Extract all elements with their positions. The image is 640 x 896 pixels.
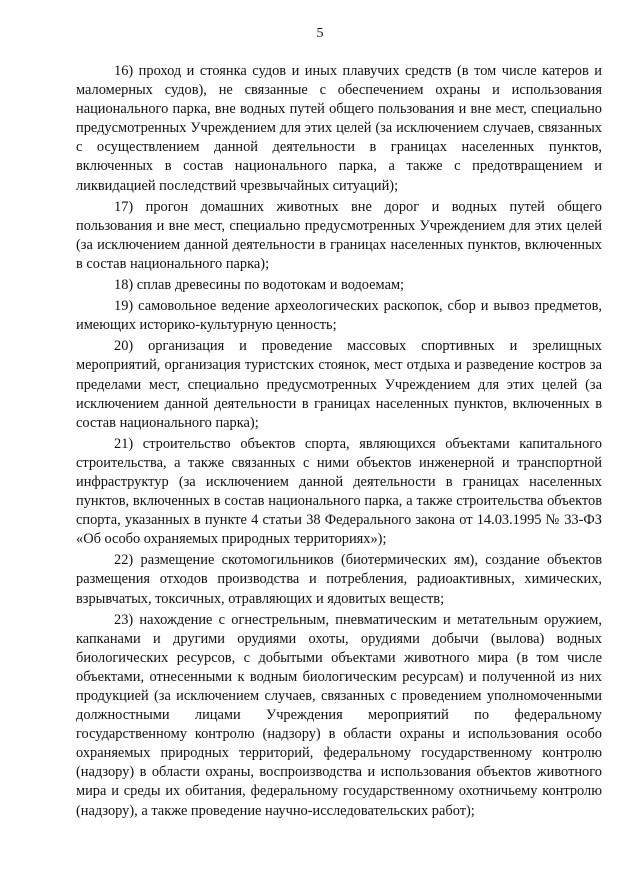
paragraph-item-16: 16) проход и стоянка судов и иных плавучих средств (в том числе катеров и маломерных судов), не связанные с обеспечением охраны и использования национального парка, вне водных путей общего пользования и вне мест, специально предусмотренных Учреждением для этих целей (за исключением случаев, связанных с осуществлением данной деятельности в границах населенных пунктов, включенных в состав национального парка, а также с предотвращением и ликвидацией последствий чрезвычайных ситуаций); <box>76 63 602 194</box>
paragraph-item-17: 17) прогон домашних животных вне дорог и водных путей общего пользования и вне мест, специально предусмотренных Учреждением для этих целей (за исключением данной деятельности в границах населенных пунктов, включенных в состав национального парка); <box>76 198 602 272</box>
document-body <box>76 62 602 821</box>
paragraph-item-18: 18) сплав древесины по водотокам и водоемам; <box>114 277 405 294</box>
page-number: 5 <box>316 26 324 41</box>
paragraph-item-23: 23) нахождение с огнестрельным, пневматическим и метательным оружием, капканами и другими орудиями охоты, орудиями добычи (вылова) водных биологических ресурсов, с добытыми объектами животного мира (в том числе объектами, отнесенными к водным биологическим ресурсам) и полученной из них продукцией (за исключением случаев, связанных с проведением уполномоченными должностными лицами Учреждения мероприятий по федеральному государственному контролю (надзору) в области охраны и использования особо охраняемых природных территорий, федеральному государственному контролю (надзору) в области охраны, воспроизводства и использования объектов животного мира и среды их обитания, федеральному государственному охотничьему контролю (надзору), а также проведение научно-исследовательских работ); <box>76 611 602 819</box>
paragraph-item-22: 22) размещение скотомогильников (биотермических ям), создание объектов размещения отходов производства и потребления, радиоактивных, химических, взрывчатых, токсичных, отравляющих и ядовитых веществ; <box>76 552 602 607</box>
paragraph-item-21: 21) строительство объектов спорта, являющихся объектами капитального строительства, а также связанных с ними объектов инженерной и транспортной инфраструктур (за исключением данной деятельности в границах населенных пунктов, включенных в состав национального парка, а также строительства объектов спорта, указанных в пункте 4 статьи 38 Федерального закона от 14.03.1995 № 33-ФЗ «Об особо охраняемых природных территориях»); <box>76 435 602 548</box>
paragraph-item-19: 19) самовольное ведение археологических раскопок, сбор и вывоз предметов, имеющих историко-культурную ценность; <box>76 298 602 334</box>
paragraph-item-20: 20) организация и проведение массовых спортивных и зрелищных мероприятий, организация туристских стоянок, мест отдыха и разведение костров за пределами мест, специально предусмотренных Учреждением для этих целей (за исключением данной деятельности в границах населенных пунктов, включенных в состав национального парка); <box>76 338 602 431</box>
